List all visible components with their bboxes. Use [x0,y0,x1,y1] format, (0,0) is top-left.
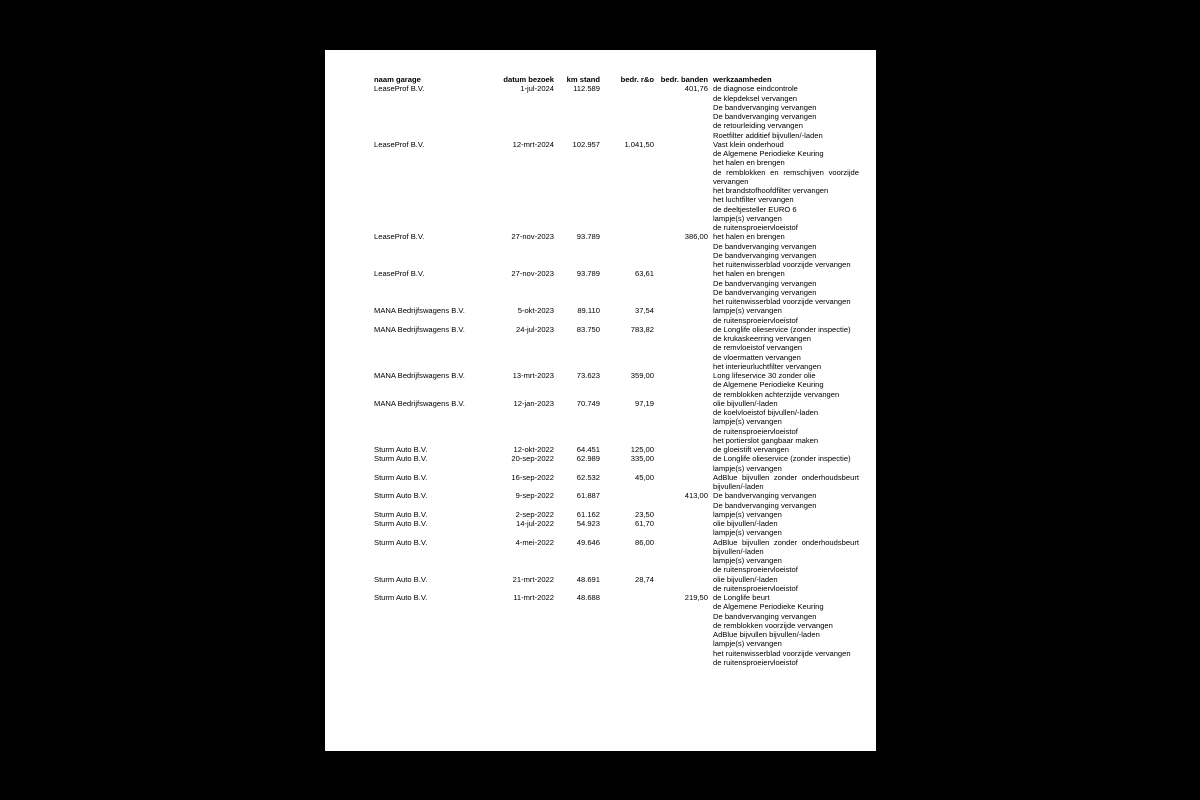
work-item: De bandvervanging vervangen [713,500,817,510]
header-date: datum bezoek [503,75,554,84]
work-item: lampje(s) vervangen [713,509,782,519]
table-row [374,140,864,233]
garage-cell: LeaseProf B.V. [374,269,425,279]
repair-cost-cell: 28,74 [634,574,654,584]
date-cell: 11-mrt-2022 [513,593,554,602]
work-item: de ruitensproeiervloeistof [713,223,798,232]
work-cell [713,269,859,306]
work-cell [713,399,859,445]
work-item: de diagnose eindcontrole [713,84,798,94]
work-item: De bandvervanging vervangen [713,611,817,621]
table-row [374,269,864,306]
date-cell: 1-jul-2024 [520,84,554,94]
km-cell: 73.623 [576,371,600,380]
work-item: de koelvloeistof bijvullen/-laden [713,408,819,417]
tire-cost-cell: 219,50 [684,593,708,602]
km-cell: 89.110 [577,306,600,316]
date-cell: 20-sep-2022 [511,454,554,464]
work-item: de ruitensproeiervloeistof [713,583,798,593]
work-item: de klepdeksel vervangen [713,93,798,103]
km-cell: 112.589 [573,84,600,94]
repair-cost-cell: 1.041,50 [624,139,654,149]
date-cell: 21-mrt-2022 [512,574,554,584]
header-km: km stand [566,75,600,84]
repair-cost-cell: 37,54 [634,306,654,316]
garage-cell: MANA Bedrijfswagens B.V. [374,306,465,316]
work-cell [713,510,859,519]
work-item: olie bijvullen/-laden [713,574,778,584]
table-body [374,84,864,667]
work-item: de krukaskeerring vervangen [713,334,811,343]
garage-cell: Sturm Auto B.V. [374,593,428,602]
work-item: het luchtfilter vervangen [713,195,794,205]
tire-cost-cell: 386,00 [684,232,708,242]
repair-cost-cell: 45,00 [634,472,654,482]
work-item: de retourleiding vervangen [713,121,803,131]
header-tire-cost: bedr. banden [660,75,708,84]
work-item: het ruitenwisserblad voorzijde vervangen [713,648,851,658]
date-cell: 14-jul-2022 [516,519,554,528]
tire-cost-cell: 413,00 [684,491,708,501]
work-item: het interieurluchtfilter vervangen [713,361,822,371]
work-item: de remblokken voorzijde vervangen [713,620,833,630]
work-item: De bandvervanging vervangen [713,250,817,260]
table-row [374,491,864,510]
work-item: het ruitenwisserblad voorzijde vervangen [713,260,851,269]
work-item: de Longlife olieservice (zonder inspectie) [713,454,851,464]
work-item: Vast klein onderhoud [713,139,784,149]
work-item: de gloeistift vervangen [713,445,789,454]
km-cell: 64.451 [576,445,600,454]
work-cell [713,325,859,371]
km-cell: 93.789 [576,232,600,242]
work-cell [713,593,859,667]
work-item: het ruitenwisserblad voorzijde vervangen [713,297,851,306]
work-cell [713,232,859,269]
table-row [374,538,864,575]
repair-cost-cell: 335,00 [630,454,654,464]
date-cell: 16-sep-2022 [511,472,554,482]
repair-cost-cell: 61,70 [634,519,654,528]
work-item: de ruitensproeiervloeistof [713,657,798,667]
date-cell: 13-mrt-2023 [512,371,554,380]
work-item: de Longlife beurt [713,593,770,602]
km-cell: 70.749 [576,398,600,408]
garage-cell: MANA Bedrijfswagens B.V. [374,371,465,380]
work-item: de remblokken achterzijde vervangen [713,389,840,399]
table-row [374,593,864,667]
work-item: de ruitensproeiervloeistof [713,565,798,575]
date-cell: 2-sep-2022 [515,509,554,519]
repair-cost-cell: 63,61 [634,269,654,279]
work-item: de vloermatten vervangen [713,352,801,362]
garage-cell: LeaseProf B.V. [374,139,425,149]
tire-cost-cell: 401,76 [684,84,708,94]
work-item: het portierslot gangbaar maken [713,435,819,445]
work-item: de remblokken en remschijven voorzijde vervangen [713,167,859,186]
header-work: werkzaamheden [713,75,772,84]
table-row [374,519,864,538]
km-cell: 61.887 [576,491,600,501]
km-cell: 49.646 [576,537,600,547]
document-page [325,50,876,751]
garage-cell: Sturm Auto B.V. [374,491,428,501]
work-item: De bandvervanging vervangen [713,491,817,501]
work-item: De bandvervanging vervangen [713,287,817,297]
date-cell: 12-jan-2023 [513,398,554,408]
table-header [374,75,864,84]
km-cell: 61.162 [576,509,600,519]
work-item: lampje(s) vervangen [713,528,782,538]
work-item: lampje(s) vervangen [713,213,782,223]
work-item: de ruitensproeiervloeistof [713,426,798,436]
work-cell [713,445,859,454]
garage-cell: MANA Bedrijfswagens B.V. [374,324,465,334]
work-item: de Algemene Periodieke Keuring [713,149,824,158]
work-item: de remvloeistof vervangen [713,343,803,353]
km-cell: 48.688 [576,593,600,602]
work-item: De bandvervanging vervangen [713,278,817,288]
work-item: de ruitensproeiervloeistof [713,315,798,325]
work-cell [713,140,859,233]
work-item: het halen en brengen [713,269,785,279]
km-cell: 93.789 [576,269,600,279]
work-item: olie bijvullen/-laden [713,398,778,408]
table-row [374,445,864,454]
garage-cell: Sturm Auto B.V. [374,454,428,464]
repair-cost-cell: 23,50 [634,509,654,519]
work-cell [713,538,859,575]
work-item: de deeltjesteller EURO 6 [713,204,797,214]
repair-cost-cell: 97,19 [634,398,654,408]
garage-cell: Sturm Auto B.V. [374,445,428,454]
work-item: het halen en brengen [713,158,785,168]
work-item: lampje(s) vervangen [713,639,782,649]
header-repair-cost: bedr. r&o [620,75,654,84]
km-cell: 102.957 [572,139,600,149]
table-row [374,84,864,140]
table-row [374,399,864,445]
work-cell [713,371,859,399]
maintenance-history-table [374,75,864,667]
work-cell [713,306,859,325]
km-cell: 62.532 [576,472,600,482]
km-cell: 54.923 [576,519,600,528]
repair-cost-cell: 86,00 [634,537,654,547]
work-item: de Algemene Periodieke Keuring [713,380,824,390]
work-cell [713,454,859,473]
work-item: lampje(s) vervangen [713,463,782,473]
repair-cost-cell: 125,00 [630,445,654,454]
garage-cell: Sturm Auto B.V. [374,537,428,547]
work-item: de Longlife olieservice (zonder inspectie) [713,324,851,334]
work-item: lampje(s) vervangen [713,306,782,316]
date-cell: 5-okt-2023 [517,306,554,316]
work-item: lampje(s) vervangen [713,417,782,427]
table-row [374,473,864,492]
date-cell: 27-nov-2023 [511,269,554,279]
work-item: De bandvervanging vervangen [713,112,817,121]
work-cell [713,491,859,510]
table-row [374,371,864,399]
date-cell: 27-nov-2023 [511,232,554,242]
date-cell: 4-mei-2022 [515,537,554,547]
garage-cell: Sturm Auto B.V. [374,509,428,519]
table-row [374,232,864,269]
repair-cost-cell: 359,00 [630,371,654,380]
work-item: het halen en brengen [713,232,785,242]
work-item: lampje(s) vervangen [713,556,782,565]
work-item: AdBlue bijvullen zonder onderhoudsbeurt bijvullen/-laden [713,472,859,491]
work-item: De bandvervanging vervangen [713,241,817,251]
garage-cell: MANA Bedrijfswagens B.V. [374,398,465,408]
km-cell: 83.750 [576,324,600,334]
work-cell [713,473,859,492]
work-item: AdBlue bijvullen zonder onderhoudsbeurt bijvullen/-laden [713,537,859,556]
km-cell: 48.691 [576,574,600,584]
work-cell [713,575,859,594]
garage-cell: LeaseProf B.V. [374,232,425,242]
work-item: de Algemene Periodieke Keuring [713,602,824,612]
work-item: het brandstofhoofdfilter vervangen [713,186,829,195]
work-item: De bandvervanging vervangen [713,102,817,112]
work-item: Roetfilter additief bijvullen/-laden [713,130,823,140]
date-cell: 24-jul-2023 [516,324,554,334]
date-cell: 12-mrt-2024 [512,139,554,149]
table-row [374,510,864,519]
table-row [374,454,864,473]
work-item: Long lifeservice 30 zonder olie [713,371,816,380]
header-garage: naam garage [374,75,421,84]
table-row [374,575,864,594]
work-item: olie bijvullen/-laden [713,519,778,528]
work-cell [713,519,859,538]
work-cell [713,84,859,140]
date-cell: 12-okt-2022 [513,445,554,454]
repair-cost-cell: 783,82 [630,324,654,334]
garage-cell: Sturm Auto B.V. [374,519,428,528]
date-cell: 9-sep-2022 [515,491,554,501]
km-cell: 62.989 [576,454,600,464]
table-row [374,325,864,371]
work-item: AdBlue bijvullen bijvullen/-laden [713,630,820,639]
garage-cell: LeaseProf B.V. [374,84,425,94]
table-row [374,306,864,325]
garage-cell: Sturm Auto B.V. [374,472,428,482]
garage-cell: Sturm Auto B.V. [374,574,428,584]
